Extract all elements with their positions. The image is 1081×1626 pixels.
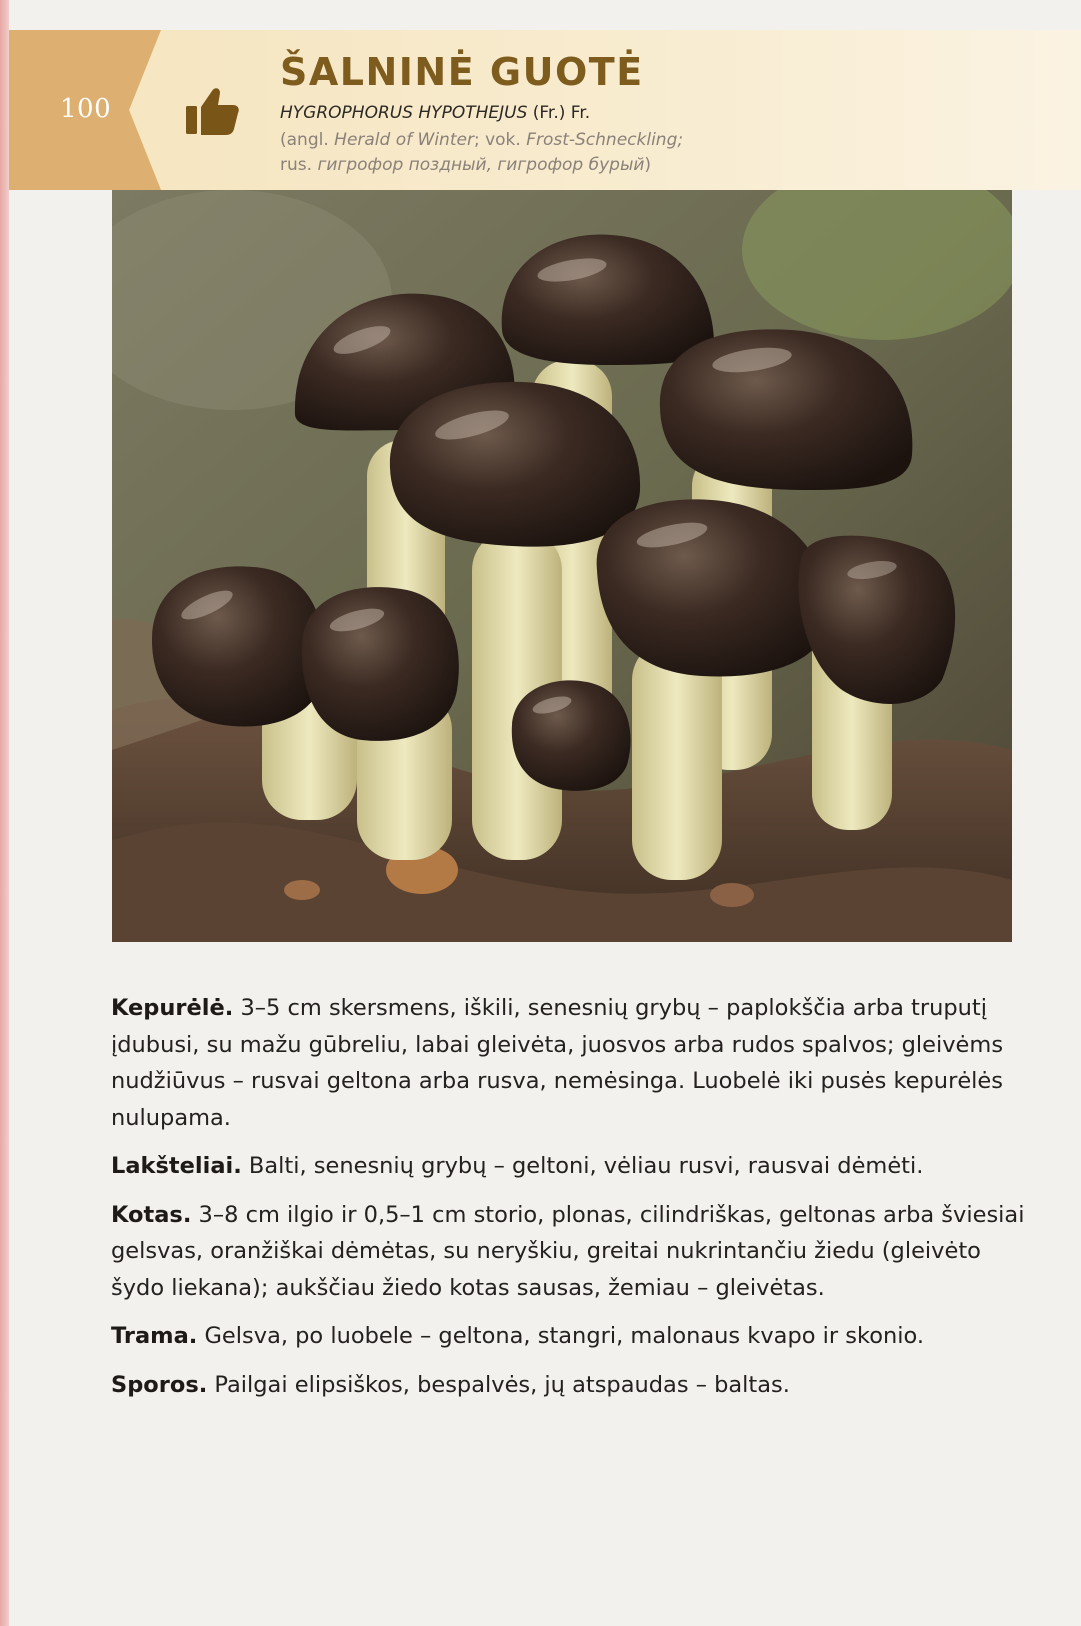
section-text: Pailgai elipsiškos, bespalvės, jų atspaudas – baltas.	[207, 1371, 790, 1398]
section-stem	[111, 1197, 1031, 1307]
section-flesh	[111, 1318, 1031, 1355]
section-label: Kepurėlė.	[111, 995, 234, 1021]
section-cap	[111, 990, 1031, 1136]
section-label: Trama.	[111, 1323, 198, 1349]
mushroom-photo	[112, 190, 1012, 942]
description-text	[111, 990, 1031, 1415]
page-number: 100	[60, 94, 112, 124]
section-label: Lakšteliai.	[111, 1153, 242, 1179]
section-label: Kotas.	[111, 1201, 192, 1228]
section-label: Sporos.	[111, 1371, 208, 1398]
section-text: 3–5 cm skersmens, iškili, senesnių grybų – paplokščia arba truputį įdubusi, su mažu gūbreliu, labai gleivėta, juosvos arba rudos spalvos; gleivėms nudžiūvus – rusvai geltona arba rusva, nemėsinga. Luobelė iki pusės kepurėlės nulupama.	[111, 995, 1004, 1131]
latin-author: (Fr.) Fr.	[527, 103, 591, 123]
alt-names-line-2	[280, 153, 1040, 178]
latin-name-line	[280, 103, 590, 123]
english-name: Herald of Winter	[334, 130, 474, 150]
russian-prefix: rus.	[280, 155, 318, 175]
section-spores	[111, 1367, 1031, 1404]
page-edge	[0, 0, 9, 1626]
alt-names-separator: ; vok.	[473, 130, 527, 150]
alt-names-prefix: (angl.	[280, 130, 335, 150]
species-title: ŠALNINĖ GUOTĖ	[280, 50, 644, 94]
alternative-names	[280, 128, 1040, 178]
latin-name: HYGROPHORUS HYPOTHEJUS	[280, 103, 528, 123]
section-gills	[111, 1148, 1031, 1185]
section-text: 3–8 cm ilgio ir 0,5–1 cm storio, plonas, cilindriškas, geltonas arba šviesiai gelsvas, oranžiškai dėmėtas, su neryškiu, greitai nukrintančiu žiedu (gleivėto šydo liekana); aukščiau žiedo kotas sausas, žemiau – gleivėtas.	[111, 1201, 1025, 1301]
russian-names: гигрофор поздный, гигрофор бурый	[317, 155, 645, 175]
thumbs-up-icon	[186, 85, 240, 137]
alt-names-suffix: )	[644, 155, 652, 175]
alt-names-line-1	[280, 128, 1040, 153]
section-text: Gelsva, po luobele – geltona, stangri, malonaus kvapo ir skonio.	[197, 1323, 925, 1349]
german-name: Frost-Schneckling;	[526, 130, 684, 150]
section-text: Balti, senesnių grybų – geltoni, vėliau rusvi, rausvai dėmėti.	[241, 1153, 924, 1179]
